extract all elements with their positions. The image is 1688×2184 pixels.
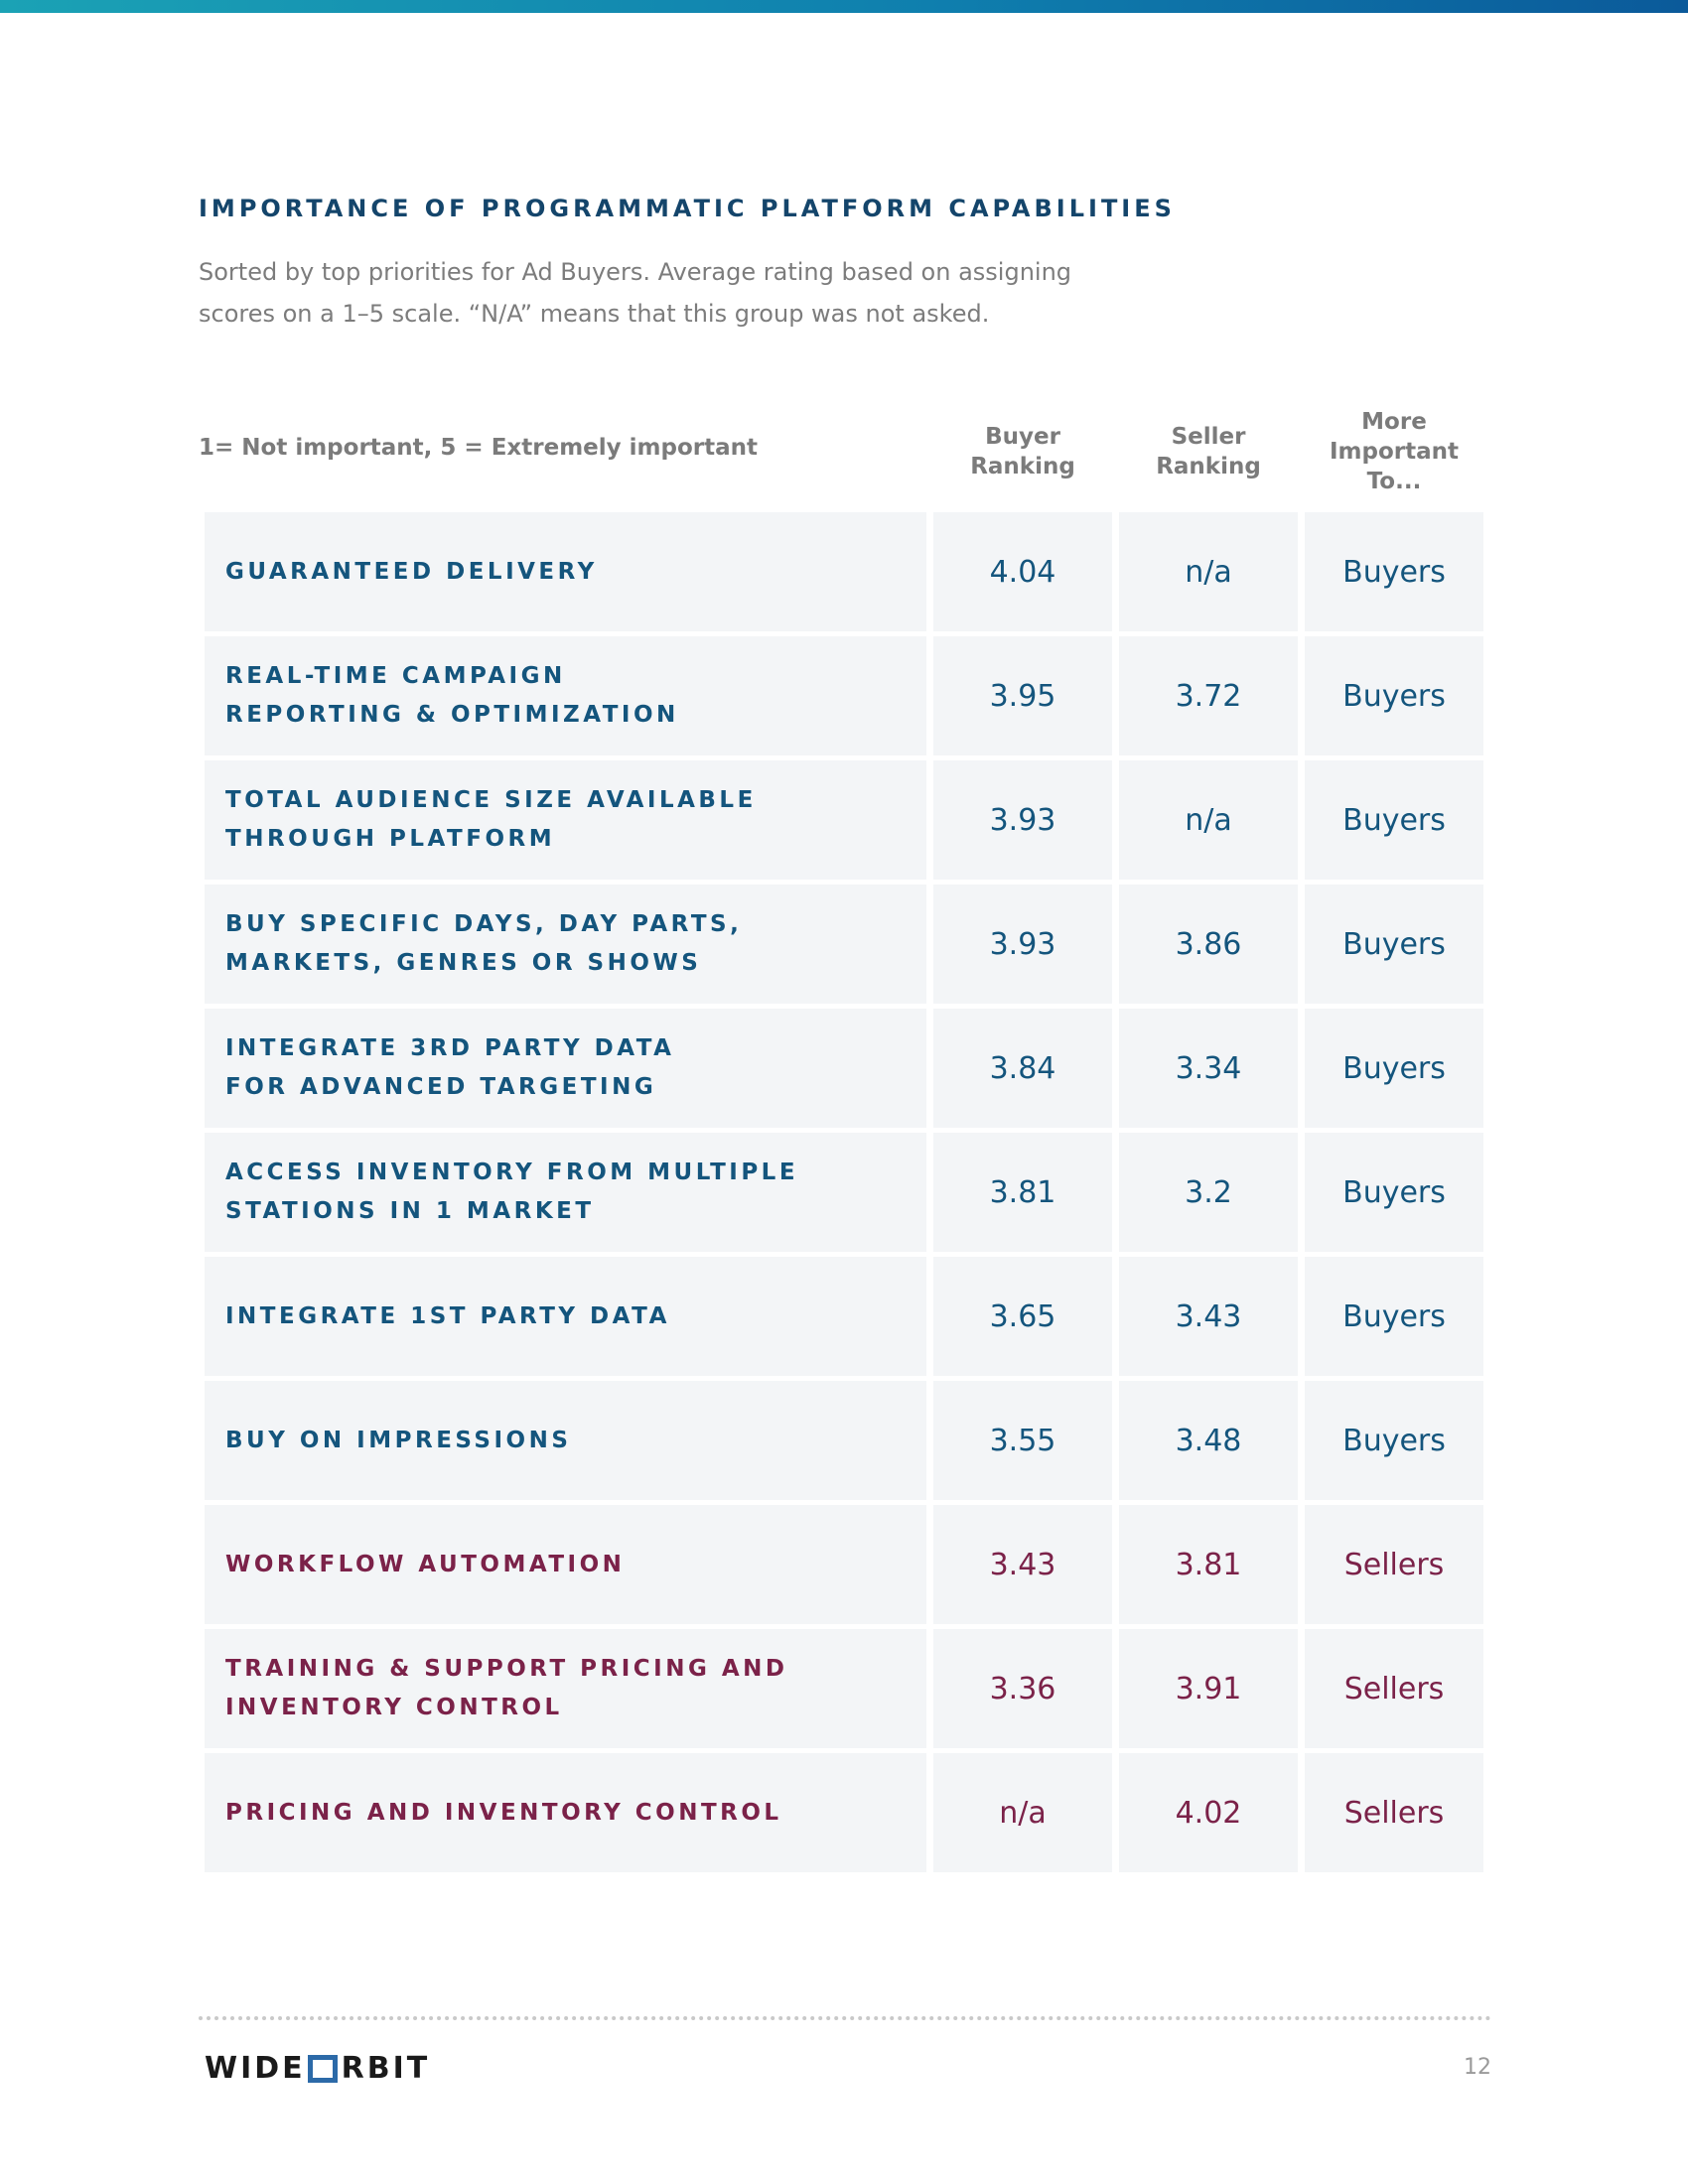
more-important-to-value: Sellers (1305, 1505, 1483, 1624)
table-row (205, 1257, 1485, 1376)
buyer-ranking-value: 3.93 (933, 760, 1112, 880)
capability-label: WORKFLOW AUTOMATION (205, 1505, 926, 1624)
capabilities-table (205, 512, 1485, 1877)
seller-ranking-value: 3.2 (1119, 1133, 1298, 1252)
table-row (205, 512, 1485, 631)
header-buyer-ranking: Buyer Ranking (970, 424, 1075, 479)
more-important-to-value: Buyers (1305, 885, 1483, 1004)
table-row (205, 1753, 1485, 1872)
table-row (205, 1629, 1485, 1748)
buyer-ranking-value: 3.81 (933, 1133, 1112, 1252)
capability-label: REAL-TIME CAMPAIGN REPORTING & OPTIMIZATION (205, 636, 926, 755)
header-seller-ranking: Seller Ranking (1156, 424, 1261, 479)
buyer-ranking-value: 3.65 (933, 1257, 1112, 1376)
seller-ranking-value: n/a (1119, 512, 1298, 631)
more-important-to-value: Sellers (1305, 1629, 1483, 1748)
capability-label: PRICING AND INVENTORY CONTROL (205, 1753, 926, 1872)
capability-label: TOTAL AUDIENCE SIZE AVAILABLE THROUGH PLATFORM (205, 760, 926, 880)
capability-label: INTEGRATE 3RD PARTY DATA FOR ADVANCED TARGETING (205, 1009, 926, 1128)
buyer-ranking-value: 3.95 (933, 636, 1112, 755)
more-important-to-value: Buyers (1305, 760, 1483, 880)
buyer-ranking-value: 3.43 (933, 1505, 1112, 1624)
capability-label: BUY SPECIFIC DAYS, DAY PARTS, MARKETS, GENRES OR SHOWS (205, 885, 926, 1004)
header-more-important-to: More Important To... (1329, 409, 1459, 494)
section-subtitle: Sorted by top priorities for Ad Buyers. Average rating based on assigning scores on a 1–5 scale. “N/A” means that this group was not asked. (199, 258, 1072, 328)
table-row (205, 760, 1485, 880)
more-important-to-value: Buyers (1305, 1381, 1483, 1500)
table-row (205, 1009, 1485, 1128)
capability-label: INTEGRATE 1ST PARTY DATA (205, 1257, 926, 1376)
more-important-to-value: Sellers (1305, 1753, 1483, 1872)
buyer-ranking-value: 4.04 (933, 512, 1112, 631)
table-row (205, 1381, 1485, 1500)
more-important-to-value: Buyers (1305, 512, 1483, 631)
seller-ranking-value: 3.86 (1119, 885, 1298, 1004)
page-number: 12 (1464, 2055, 1491, 2080)
seller-ranking-value: 3.72 (1119, 636, 1298, 755)
top-accent-bar (0, 0, 1688, 13)
footer-divider (199, 2016, 1491, 2020)
table-row (205, 636, 1485, 755)
seller-ranking-value: 3.48 (1119, 1381, 1298, 1500)
seller-ranking-value: 3.81 (1119, 1505, 1298, 1624)
table-row (205, 885, 1485, 1004)
logo-o-square-icon (308, 2055, 338, 2083)
seller-ranking-value: 3.34 (1119, 1009, 1298, 1128)
more-important-to-value: Buyers (1305, 1009, 1483, 1128)
seller-ranking-value: n/a (1119, 760, 1298, 880)
table-header (199, 397, 1485, 506)
buyer-ranking-value: n/a (933, 1753, 1112, 1872)
wideorbit-logo (205, 2051, 430, 2086)
more-important-to-value: Buyers (1305, 636, 1483, 755)
logo-text-left: WIDE (205, 2051, 306, 2086)
capability-label: TRAINING & SUPPORT PRICING AND INVENTORY CONTROL (205, 1629, 926, 1748)
seller-ranking-value: 4.02 (1119, 1753, 1298, 1872)
capability-label: BUY ON IMPRESSIONS (205, 1381, 926, 1500)
buyer-ranking-value: 3.93 (933, 885, 1112, 1004)
buyer-ranking-value: 3.36 (933, 1629, 1112, 1748)
scale-legend: 1= Not important, 5 = Extremely important (199, 435, 758, 461)
more-important-to-value: Buyers (1305, 1257, 1483, 1376)
more-important-to-value: Buyers (1305, 1133, 1483, 1252)
logo-text-right: RBIT (341, 2051, 431, 2086)
table-row (205, 1505, 1485, 1624)
capability-label: GUARANTEED DELIVERY (205, 512, 926, 631)
capability-label: ACCESS INVENTORY FROM MULTIPLE STATIONS IN 1 MARKET (205, 1133, 926, 1252)
buyer-ranking-value: 3.84 (933, 1009, 1112, 1128)
table-row (205, 1133, 1485, 1252)
seller-ranking-value: 3.91 (1119, 1629, 1298, 1748)
buyer-ranking-value: 3.55 (933, 1381, 1112, 1500)
seller-ranking-value: 3.43 (1119, 1257, 1298, 1376)
section-title: IMPORTANCE OF PROGRAMMATIC PLATFORM CAPABILITIES (199, 195, 1176, 222)
